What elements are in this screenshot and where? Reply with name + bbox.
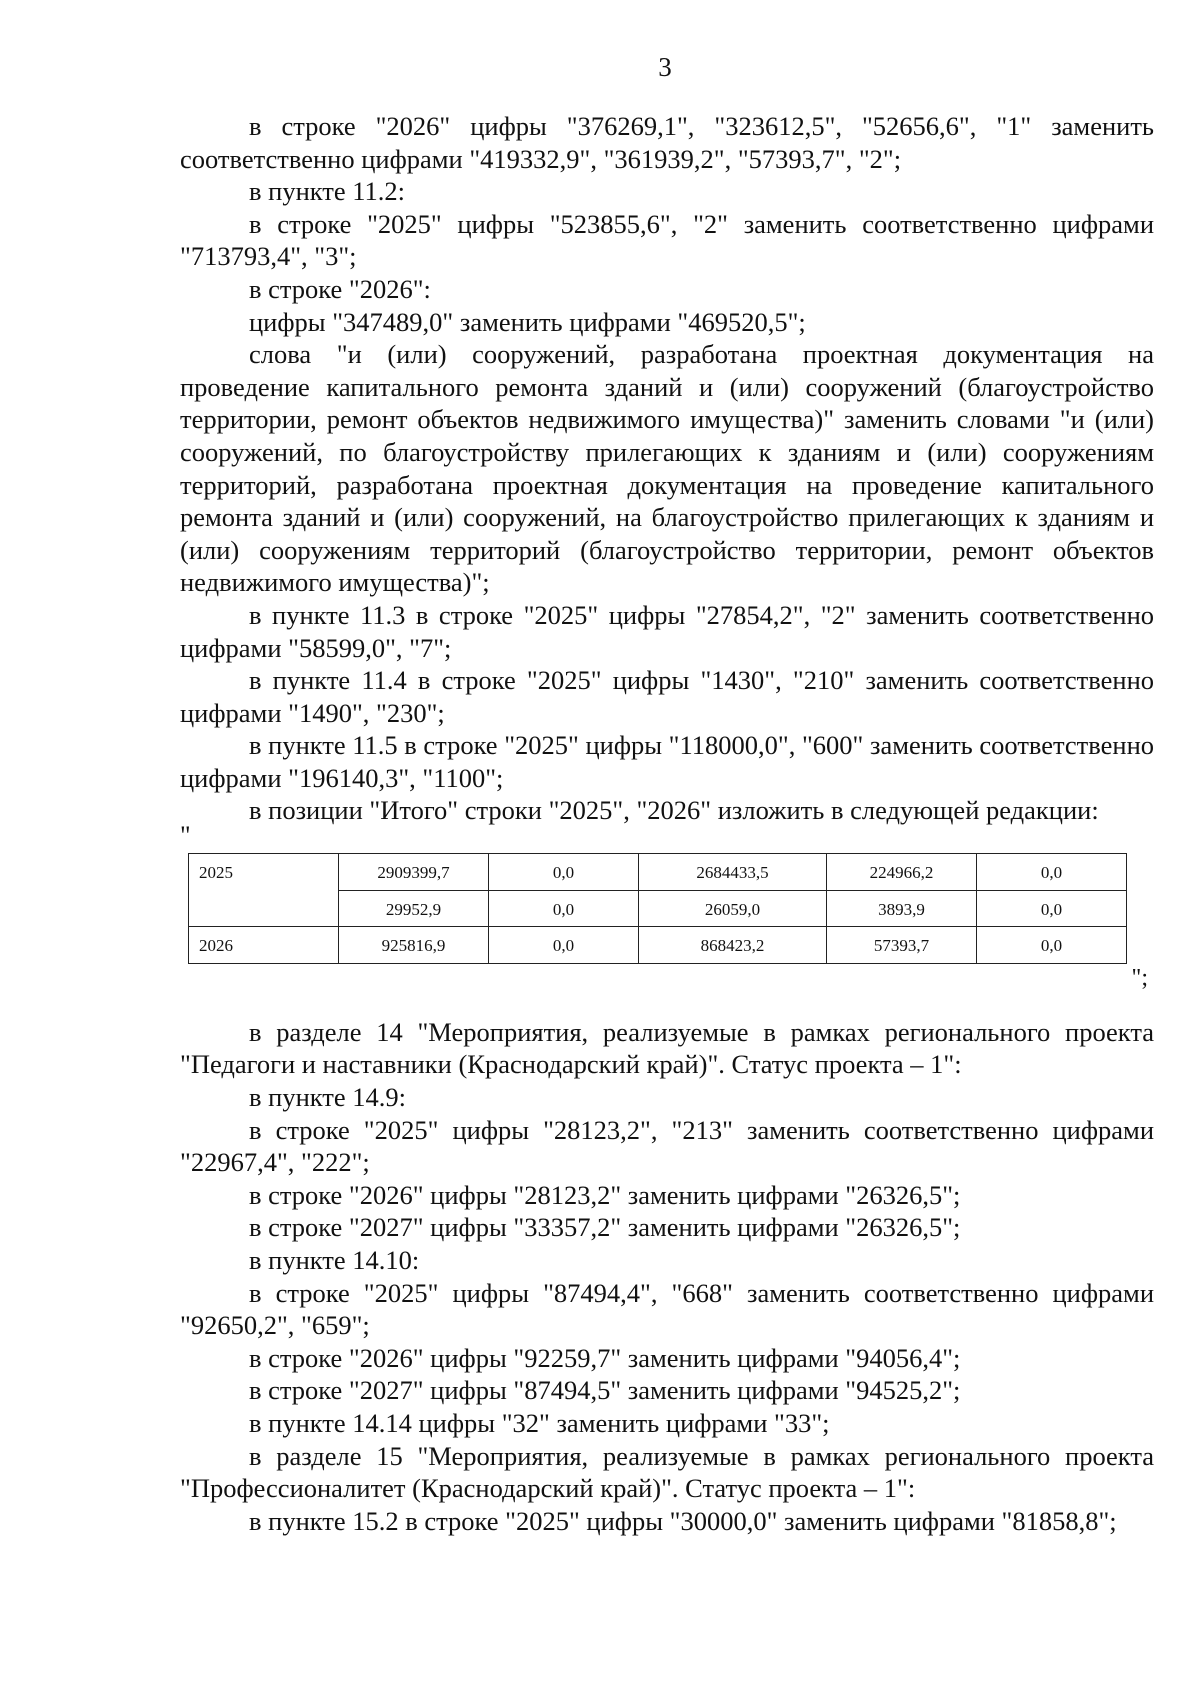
table-cell: 925816,9 <box>339 927 489 964</box>
table-row <box>189 927 1127 964</box>
table-cell: 0,0 <box>489 927 639 964</box>
open-quote: " <box>180 821 191 851</box>
paragraph: в разделе 15 "Мероприятия, реализуемые в рамках регионального проекта "Профессионалитет (Краснодарский край)". Статус проекта – 1": <box>180 1440 1154 1504</box>
table-cell: 224966,2 <box>827 854 977 891</box>
page-number: 3 <box>658 52 672 82</box>
table-cell: 29952,9 <box>339 890 489 927</box>
table-cell: 0,0 <box>977 854 1127 891</box>
table-cell: 2909399,7 <box>339 854 489 891</box>
paragraph: в строке "2026" цифры "92259,7" заменить цифрами "94056,4"; <box>249 1342 961 1373</box>
paragraph: в пункте 14.14 цифры "32" заменить цифрами "33"; <box>249 1407 830 1438</box>
paragraph: слова "и (или) сооружений, разработана проектная документация на проведение капитального ремонта зданий и (или) сооружений (благоустройство территории, ремонт объектов недвижимого имущества)" заменить словами "и (или) сооружений, по благоустройству прилегающих к зданиям и (или) сооружениям территорий, разработана проектная документация на проведение капитального ремонта зданий и (или) сооружений, на благоустройство прилегающих к зданиям и (или) сооружениям территорий (благоустройство территории, ремонт объектов недвижимого имущества)"; <box>180 339 1154 598</box>
itogo-table <box>188 853 1127 964</box>
paragraph: в строке "2026" цифры "376269,1", "323612,5", "52656,6", "1" заменить соответственно цифрами "419332,9", "361939,2", "57393,7", "2"; <box>180 111 1154 174</box>
close-quote: "; <box>1131 964 1148 991</box>
table-cell: 0,0 <box>977 927 1127 964</box>
table-cell: 868423,2 <box>639 927 827 964</box>
paragraph: в пункте 14.9: <box>249 1082 406 1113</box>
table-cell: 26059,0 <box>639 890 827 927</box>
paragraph: в пункте 11.4 в строке "2025" цифры "1430", "210" заменить соответственно цифрами "1490", "230"; <box>180 665 1154 728</box>
paragraph: в пункте 11.2: <box>249 176 405 207</box>
paragraph: в позиции "Итого" строки "2025", "2026" изложить в следующей редакции: <box>249 795 1099 826</box>
paragraph: в пункте 15.2 в строке "2025" цифры "30000,0" заменить цифрами "81858,8"; <box>249 1505 1117 1536</box>
year-cell: 2026 <box>189 927 339 964</box>
table-cell: 3893,9 <box>827 890 977 927</box>
table-cell: 2684433,5 <box>639 854 827 891</box>
table-cell: 0,0 <box>977 890 1127 927</box>
paragraph: в строке "2027" цифры "33357,2" заменить цифрами "26326,5"; <box>249 1212 961 1243</box>
paragraph: в разделе 14 "Мероприятия, реализуемые в рамках регионального проекта "Педагоги и наставники (Краснодарский край)". Статус проекта – 1": <box>180 1016 1154 1080</box>
paragraph: в пункте 14.10: <box>249 1245 420 1275</box>
document-body <box>180 110 1154 1537</box>
paragraph: в строке "2025" цифры "87494,4", "668" заменить соответственно цифрами "92650,2", "659"; <box>180 1277 1154 1341</box>
paragraph: в строке "2026" цифры "28123,2" заменить цифрами "26326,5"; <box>249 1179 961 1210</box>
table-cell: 0,0 <box>489 890 639 927</box>
year-cell: 2025 <box>189 854 339 927</box>
paragraph: в строке "2025" цифры "523855,6", "2" заменить соответственно цифрами "713793,4", "3"; <box>180 208 1154 272</box>
paragraph: в пункте 11.3 в строке "2025" цифры "27854,2", "2" заменить соответственно цифрами "58599,0", "7"; <box>180 599 1154 663</box>
table-cell: 0,0 <box>489 854 639 891</box>
paragraph: цифры "347489,0" заменить цифрами "469520,5"; <box>249 306 806 337</box>
paragraph: в строке "2025" цифры "28123,2", "213" заменить соответственно цифрами "22967,4", "222"; <box>180 1114 1154 1178</box>
paragraph: в строке "2027" цифры "87494,5" заменить цифрами "94525,2"; <box>249 1375 961 1406</box>
paragraph: в строке "2026": <box>249 273 431 304</box>
paragraph: в пункте 11.5 в строке "2025" цифры "118000,0", "600" заменить соответственно цифрами "196140,3", "1100"; <box>180 730 1154 793</box>
table-cell: 57393,7 <box>827 927 977 964</box>
table-row <box>189 854 1127 891</box>
